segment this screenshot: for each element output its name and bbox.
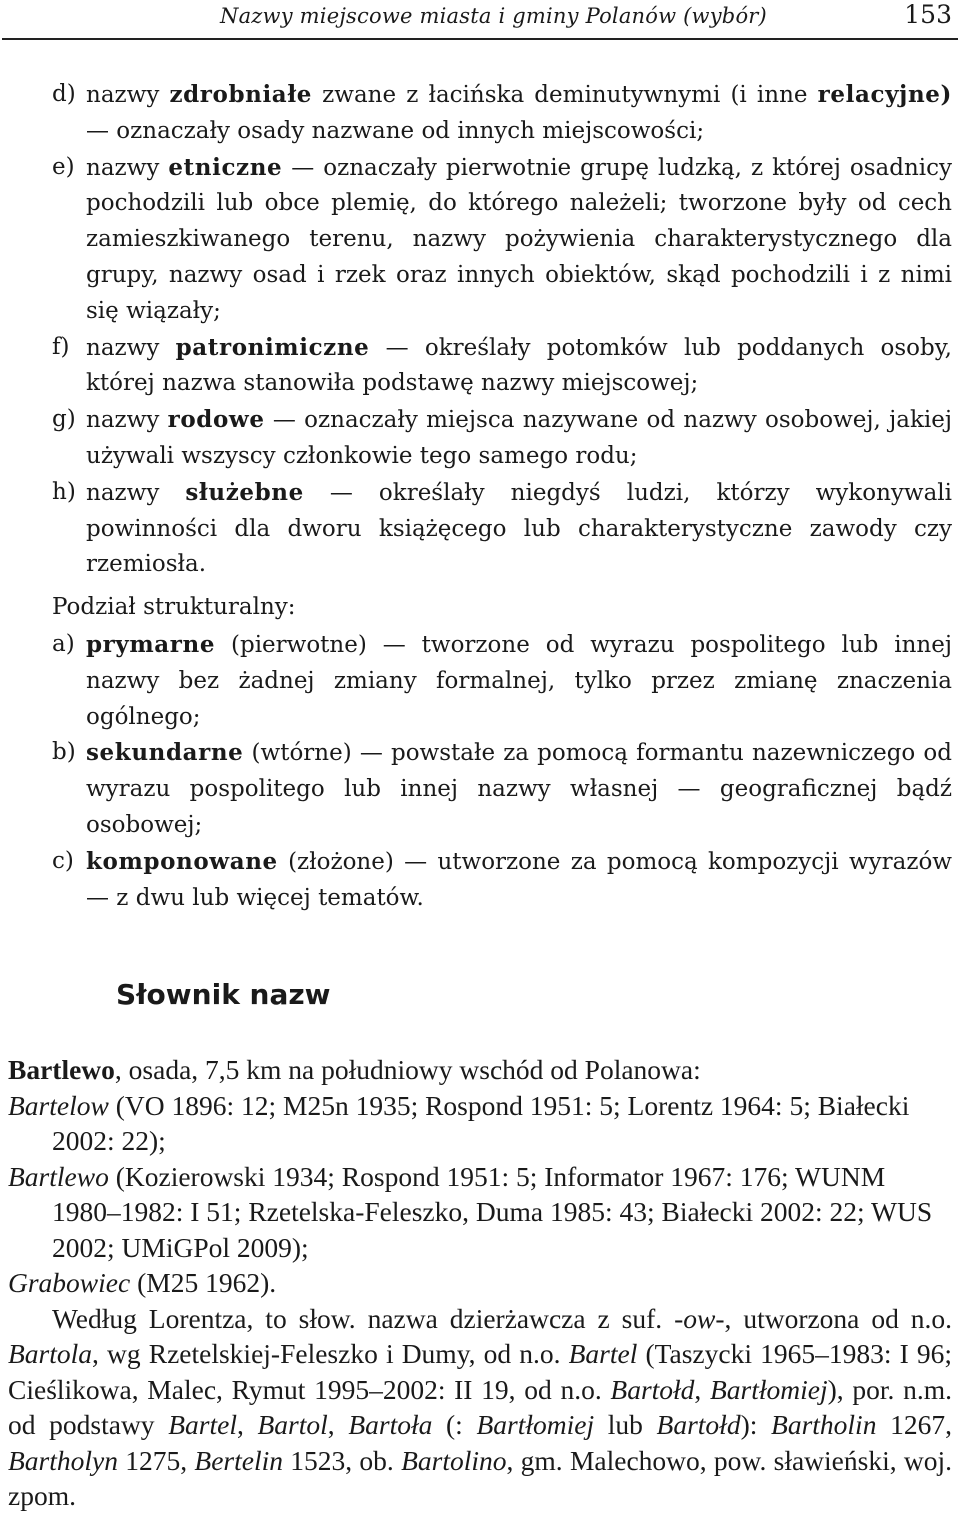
name-types-list — [52, 77, 952, 583]
item-label: a) — [52, 631, 75, 657]
entry-form: Bartlewo (Kozierowski 1934; Rospond 1951: 5; Informator 1967: 176; WUNM 1980–1982: I 51; Rzetelska-Feleszko, Duma 1985: 43; Białecki 2002: 22; WUS 2002; UMiGPol 2009); — [8, 1160, 933, 1263]
running-title: Nazwy miejscowe miasta i gminy Polanów (wybór) — [220, 4, 767, 28]
item-text: nazwy służebne — określały niegdyś ludzi, którzy wykonywali powinności dla dworu książęcego lub charakterystyczne zawody czy rzemiosła. — [86, 478, 953, 578]
item-text: nazwy rodowe — oznaczały miejsca nazywane od nazwy osobowej, jakiej używali wszyscy członkowie tego samego rodu; — [86, 406, 952, 469]
header-rule — [2, 38, 958, 40]
item-text: sekundarne (wtórne) — powstałe za pomocą formantu nazewniczego od wyrazu pospolitego lub innej nazwy własnej — geograficznej bądź osobowej; — [86, 739, 952, 838]
item-label: h) — [52, 478, 76, 505]
item-text: nazwy zdrobniałe zwane z łacińska deminutywnymi (i inne relacyjne) — oznaczały osady nazwane od innych miejscowości; — [86, 81, 952, 144]
item-label: c) — [52, 847, 74, 874]
entry-headline: Bartlewo, osada, 7,5 km na południowy wschód od Polanowa: — [8, 1054, 701, 1085]
item-label: e) — [52, 153, 75, 180]
entry-form: Grabowiec (M25 1962). — [8, 1267, 277, 1298]
list-item — [52, 150, 952, 330]
item-text: prymarne (pierwotne) — tworzone od wyrazu pospolitego lub innej nazwy bez żadnej zmiany formalnej, tylko przez zmianę znaczenia ogólnego; — [86, 631, 952, 730]
section-title: Słownik nazw — [116, 978, 331, 1011]
entry-form: Bartelow (VO 1896: 12; M25n 1935; Rospond 1951: 5; Lorentz 1964: 5; Białecki 2002: 22); — [8, 1089, 910, 1156]
list-item — [52, 77, 952, 150]
list-item — [52, 330, 952, 403]
list-item — [52, 475, 952, 583]
etymology-paragraph: Według Lorentza, to słow. nazwa dzierżawcza z suf. -ow-, utworzona od n.o. Bartola, wg Rzetelskiej-Feleszko i Dumy, od n.o. Bartel (Taszycki 1965–1983: I 96; Cieślikowa, Malec, Rymut 1995–2002: II 19, od n.o. Bartołd, Bartłomiej), por. n.m. od podstawy Bartel, Bartol, Bartoła (: Bartłomiej lub Bartołd): Bartholin 1267, Bartholyn 1275, Bertelin 1523, ob. Bartolino, gm. Malechowo, pow. sławieński, woj. zpom. — [8, 1302, 953, 1511]
item-label: b) — [52, 739, 76, 766]
headword: Bartlewo — [8, 1054, 115, 1085]
item-label: f) — [52, 333, 70, 360]
list-item — [52, 402, 952, 475]
dictionary-entry — [8, 1052, 952, 1514]
list-item — [52, 844, 952, 917]
list-item — [52, 735, 952, 843]
item-label: d) — [52, 81, 76, 107]
structural-types-list — [52, 627, 952, 916]
page-header — [0, 0, 960, 40]
item-text: nazwy patronimiczne — określały potomków lub poddanych osoby, której nazwa stanowiła podstawę nazwy miejscowej; — [86, 333, 952, 397]
item-text: komponowane (złożone) — utworzone za pomocą kompozycji wyrazów — z dwu lub więcej tematów. — [86, 847, 952, 911]
page-number: 153 — [904, 0, 952, 29]
item-label: g) — [52, 406, 76, 433]
list-item — [52, 627, 952, 735]
structural-division-heading: Podział strukturalny: — [52, 594, 296, 620]
item-text: nazwy etniczne — oznaczały pierwotnie grupę ludzką, z której osadnicy pochodzili lub obce plemię, do którego należeli; tworzone były od cech zamieszkiwanego terenu, nazwy pożywienia charakterystycznego dla grupy, nazwy osad i rzek oraz innych obiektów, skąd pochodzili i z nimi się wiązały; — [86, 153, 952, 324]
